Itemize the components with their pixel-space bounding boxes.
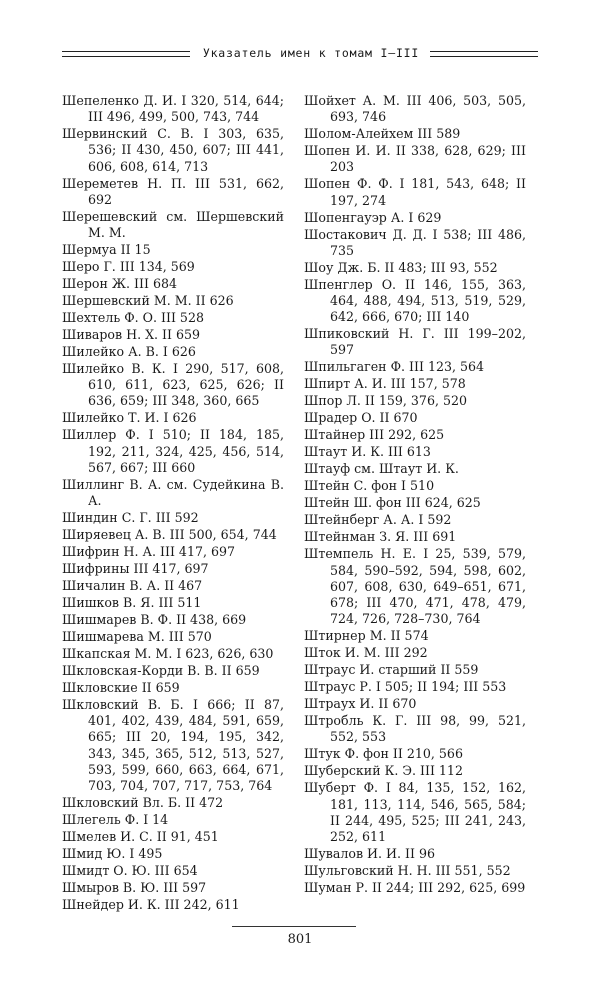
index-entry: Шкловские II 659 [62,680,180,696]
index-entry: Шишков В. Я. III 511 [62,595,202,611]
index-entry: Шкловская-Корди В. В. II 659 [62,663,260,679]
index-entry: Штирнер М. II 574 [304,628,429,644]
index-entry: Штраус Р. I 505; II 194; III 553 [304,679,507,695]
index-entry: Штейнман З. Я. III 691 [304,529,457,545]
index-entry: Шехтель Ф. О. III 528 [62,310,204,326]
index-entry: Шоу Дж. Б. II 483; III 93, 552 [304,259,498,275]
index-entry: Ширяевец А. В. III 500, 654, 744 [62,527,277,543]
index-entry: Штраух И. II 670 [304,696,417,712]
index-entry: Шостакович Д. Д. I 538; III 486, 735 [304,226,526,258]
index-entry: Шервинский С. В. I 303, 635, 536; II 430, 450, 607; III 441, 606, 608, 614, 713 [62,126,284,174]
header-title: Указатель имен к томам I–III [202,46,420,60]
index-entry: Шнейдер И. К. III 242, 611 [62,897,240,913]
header-rule-right [430,51,538,57]
index-entry: Шульговский Н. Н. III 551, 552 [304,863,511,879]
index-entry: Шифрины III 417, 697 [62,561,209,577]
index-entry: Шишмарев В. Ф. II 438, 669 [62,612,247,628]
footer-rule [232,926,356,927]
index-entry: Штук Ф. фон II 210, 566 [304,746,463,762]
index-entry: Шеро Г. III 134, 569 [62,259,195,275]
index-entry: Шопен И. И. II 338, 628, 629; III 203 [304,143,526,175]
index-entry: Шкловский В. Б. I 666; II 87, 401, 402, 439, 484, 591, 659, 665; III 20, 194, 195, 342, 343, 345, 365, 512, 513, 527, 593, 599, 660, 663, 664, 671, 703, 704, 707, 717, 753, 764 [62,697,284,794]
index-entry: Шопен Ф. Ф. I 181, 543, 648; II 197, 274 [304,176,526,208]
index-entry: Шпенглер О. II 146, 155, 363, 464, 488, 494, 513, 519, 529, 642, 666, 670; III 140 [304,276,526,325]
index-entry: Шилейко Т. И. I 626 [62,410,197,426]
index-entry: Шрадер О. II 670 [304,410,418,426]
index-entry: Шкапская М. М. I 623, 626, 630 [62,646,274,662]
index-columns [62,93,542,913]
index-entry: Шепеленко Д. И. I 320, 514, 644; III 496, 499, 500, 743, 744 [62,93,284,125]
index-entry: Шувалов И. И. II 96 [304,846,436,862]
index-entry: Шмидт О. Ю. III 654 [62,863,198,879]
index-entry: Шифрин Н. А. III 417, 697 [62,544,236,560]
index-entry: Шпирт А. И. III 157, 578 [304,376,466,392]
page-number: 801 [287,932,313,947]
index-entry: Шпильгаген Ф. III 123, 564 [304,359,485,375]
index-entry: Шпиковский Н. Г. III 199–202, 597 [304,326,526,358]
index-entry: Штейн Ш. фон III 624, 625 [304,495,481,511]
index-entry: Шуберт Ф. I 84, 135, 152, 162, 181, 113, 114, 546, 565, 584; II 244, 495, 525; III 241, 243, 252, 611 [304,780,526,845]
index-entry: Шмыров В. Ю. III 597 [62,880,207,896]
index-entry: Штаут И. К. III 613 [304,444,431,460]
index-entry: Шиваров Н. Х. II 659 [62,327,201,343]
index-entry: Штейнберг А. А. I 592 [304,512,452,528]
index-entry: Шпор Л. II 159, 376, 520 [304,393,468,409]
index-entry: Шереметев Н. П. III 531, 662, 692 [62,175,284,207]
running-header [62,46,538,64]
index-entry: Шерешевский см. Шершевский М. М. [62,208,284,241]
index-entry: Шиллер Ф. I 510; II 184, 185, 192, 211, 324, 425, 456, 514, 567, 667; III 660 [62,427,284,475]
index-entry: Штауф см. Штаут И. К. [304,461,459,477]
index-entry: Штробль К. Г. III 98, 99, 521, 552, 553 [304,713,526,745]
index-entry: Шишмарева М. III 570 [62,629,212,645]
index-entry: Шилейко А. В. I 626 [62,344,196,360]
index-entry: Шуберский К. Э. III 112 [304,763,463,779]
index-column-right [304,93,526,897]
index-entry: Шмид Ю. I 495 [62,846,163,862]
index-entry: Шиллинг В. А. см. Судейкина В. А. [62,476,284,509]
index-entry: Шичалин В. А. II 467 [62,578,203,594]
index-entry: Шолом-Алейхем III 589 [304,126,461,142]
index-entry: Шермуа II 15 [62,242,151,258]
index-entry: Шойхет А. М. III 406, 503, 505, 693, 746 [304,93,526,125]
index-entry: Штейн С. фон I 510 [304,478,435,494]
index-entry: Шерон Ж. III 684 [62,276,177,292]
index-entry: Шкловский Вл. Б. II 472 [62,795,224,811]
index-entry: Шлегель Ф. I 14 [62,812,169,828]
index-entry: Шопенгауэр А. I 629 [304,209,442,225]
index-entry: Штайнер III 292, 625 [304,427,445,443]
index-column-left [62,93,284,914]
index-entry: Штемпель Н. Е. I 25, 539, 579, 584, 590–592, 594, 598, 602, 607, 608, 630, 649–651, 671, 678; III 470, 471, 478, 479, 724, 726, 728–730, 764 [304,546,526,627]
header-rule-left [62,51,190,57]
index-entry: Штраус И. старший II 559 [304,662,479,678]
index-entry: Шиндин С. Г. III 592 [62,510,199,526]
index-entry: Шершевский М. М. II 626 [62,293,234,309]
index-entry: Шуман Р. II 244; III 292, 625, 699 [304,880,526,896]
index-entry: Шток И. М. III 292 [304,645,428,661]
index-entry: Шилейко В. К. I 290, 517, 608, 610, 611, 623, 625, 626; II 636, 659; III 348, 360, 665 [62,361,284,409]
index-entry: Шмелев И. С. II 91, 451 [62,829,219,845]
